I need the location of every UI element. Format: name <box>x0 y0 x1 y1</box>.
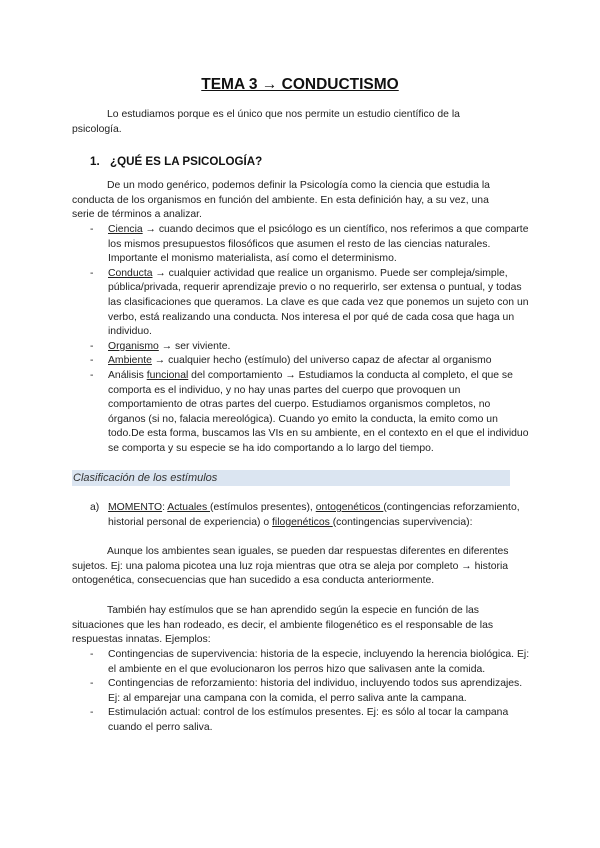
actuales-text: (estímulos presentes), <box>210 502 316 513</box>
item-a <box>90 501 530 530</box>
term-text: → cualquier actividad que realice un organismo. Puede ser compleja/simple, pública/privada, requerir aprendizaje previo o no requerirlo, ser extensa o puntual, y todas las clasificaciones que queramos. La clave es que cada vez que ponemos un sujeto con un verbo, está realizando una conducta. Nos interesa el por qué de cada cosa que haga un individuo. <box>108 267 529 338</box>
section-1-number: 1. <box>90 155 100 168</box>
list-item: - Contingencias de supervivencia: historia de la especie, incluyendo la herencia biológica. Ej: el ambiente en el que evolucionaron los perros hizo que salivasen ante la comida. <box>90 648 530 677</box>
list-item <box>90 340 530 355</box>
colon: : <box>162 502 168 513</box>
list-item: - Estimulación actual: control de los estímulos presentes. Ej: es sólo al tocar la campana cuando el perro saliva. <box>90 706 530 735</box>
item-a-body <box>108 501 530 530</box>
list-item <box>90 354 530 369</box>
term-label: Organismo <box>108 340 159 352</box>
term-text: → cualquier hecho (estímulo) del universo capaz de afectar al organismo <box>151 355 492 367</box>
section-2-paragraph-2: También hay estímulos que se han aprendido según la especie en función de las situaciones que les han rodeado, es decir, el ambiente filogenético es el responsable de las respuestas innatas. Ejemplos: <box>72 605 494 646</box>
section-1-heading <box>90 154 262 169</box>
terms-list <box>90 223 530 457</box>
momento-label: MOMENTO <box>108 502 163 513</box>
page-title: TEMA 3 → CONDUCTISMO <box>201 76 399 93</box>
section-1-paragraph: De un modo genérico, podemos definir la Psicología como la ciencia que estudia la conducta de los organismos en función del ambiente. En esta definición hay, a su vez, una serie de términos a analizar. <box>72 180 490 221</box>
list-item <box>90 267 530 340</box>
actuales-term: Actuales <box>167 502 211 513</box>
ontogeneticos-text: (contingencias reforzamiento, historial personal de experiencia) o <box>108 502 520 528</box>
section-2-heading: Clasificación de los estímulos <box>73 472 218 484</box>
term-text: → ser viviente. <box>158 340 231 352</box>
term-text: → cuando decimos que el psicólogo es un científico, nos referimos a que comparte los mismos presupuestos filosóficos que asumen el resto de las ciencias naturales. Importante el monismo materialista, así como el determinismo. <box>108 224 529 265</box>
section-1-title: ¿QUÉ ES LA PSICOLOGÍA? <box>110 155 263 168</box>
ontogeneticos-term: ontogenéticos <box>315 502 384 513</box>
list-item <box>90 223 530 267</box>
term-label: funcional <box>146 369 189 381</box>
intro-paragraph: Lo estudiamos porque es el único que nos permite un estudio científico de la psicología. <box>72 109 460 135</box>
section-2-paragraph-1: Aunque los ambientes sean iguales, se pueden dar respuestas diferentes en diferentes sujetos. Ej: una paloma picotea una luz roja mientras que otra se aleja por completo → historia ontogenética, consecuencias que han sucedido a esa conducta anteriormente. <box>72 546 509 587</box>
term-label: Ciencia <box>108 224 143 235</box>
filogeneticos-text: (contingencias supervivencia): <box>332 516 473 528</box>
section-2-heading-bar <box>72 470 510 486</box>
list-item <box>90 369 530 457</box>
examples-list <box>90 648 530 736</box>
item-a-marker: a) <box>90 502 100 513</box>
term-text: del comportamiento → Estudiamos la conducta al completo, el que se comporta es el individuo, y no hay unas partes del cuerpo que provoquen un comportamiento de otras partes del cuerpo. Estudiamos organismos completos, no órganos (si no, falacia mereológica). Cuando yo emito la conducta, la emito como un todo.De esta forma, buscamos las VIs en su ambiente, en el contexto en el que el individuo se comporta y su especie se ha ido comportando a lo largo del tiempo. <box>108 369 529 454</box>
term-label: Conducta <box>108 267 153 279</box>
term-prefix: Análisis <box>108 369 147 381</box>
list-item: - Contingencias de reforzamiento: historia del individuo, incluyendo todos sus aprendizajes. Ej: al emparejar una campana con la comida, el perro saliva ante la campana. <box>90 677 530 706</box>
term-label: Ambiente <box>108 355 152 367</box>
filogeneticos-term: filogenéticos <box>272 516 333 528</box>
